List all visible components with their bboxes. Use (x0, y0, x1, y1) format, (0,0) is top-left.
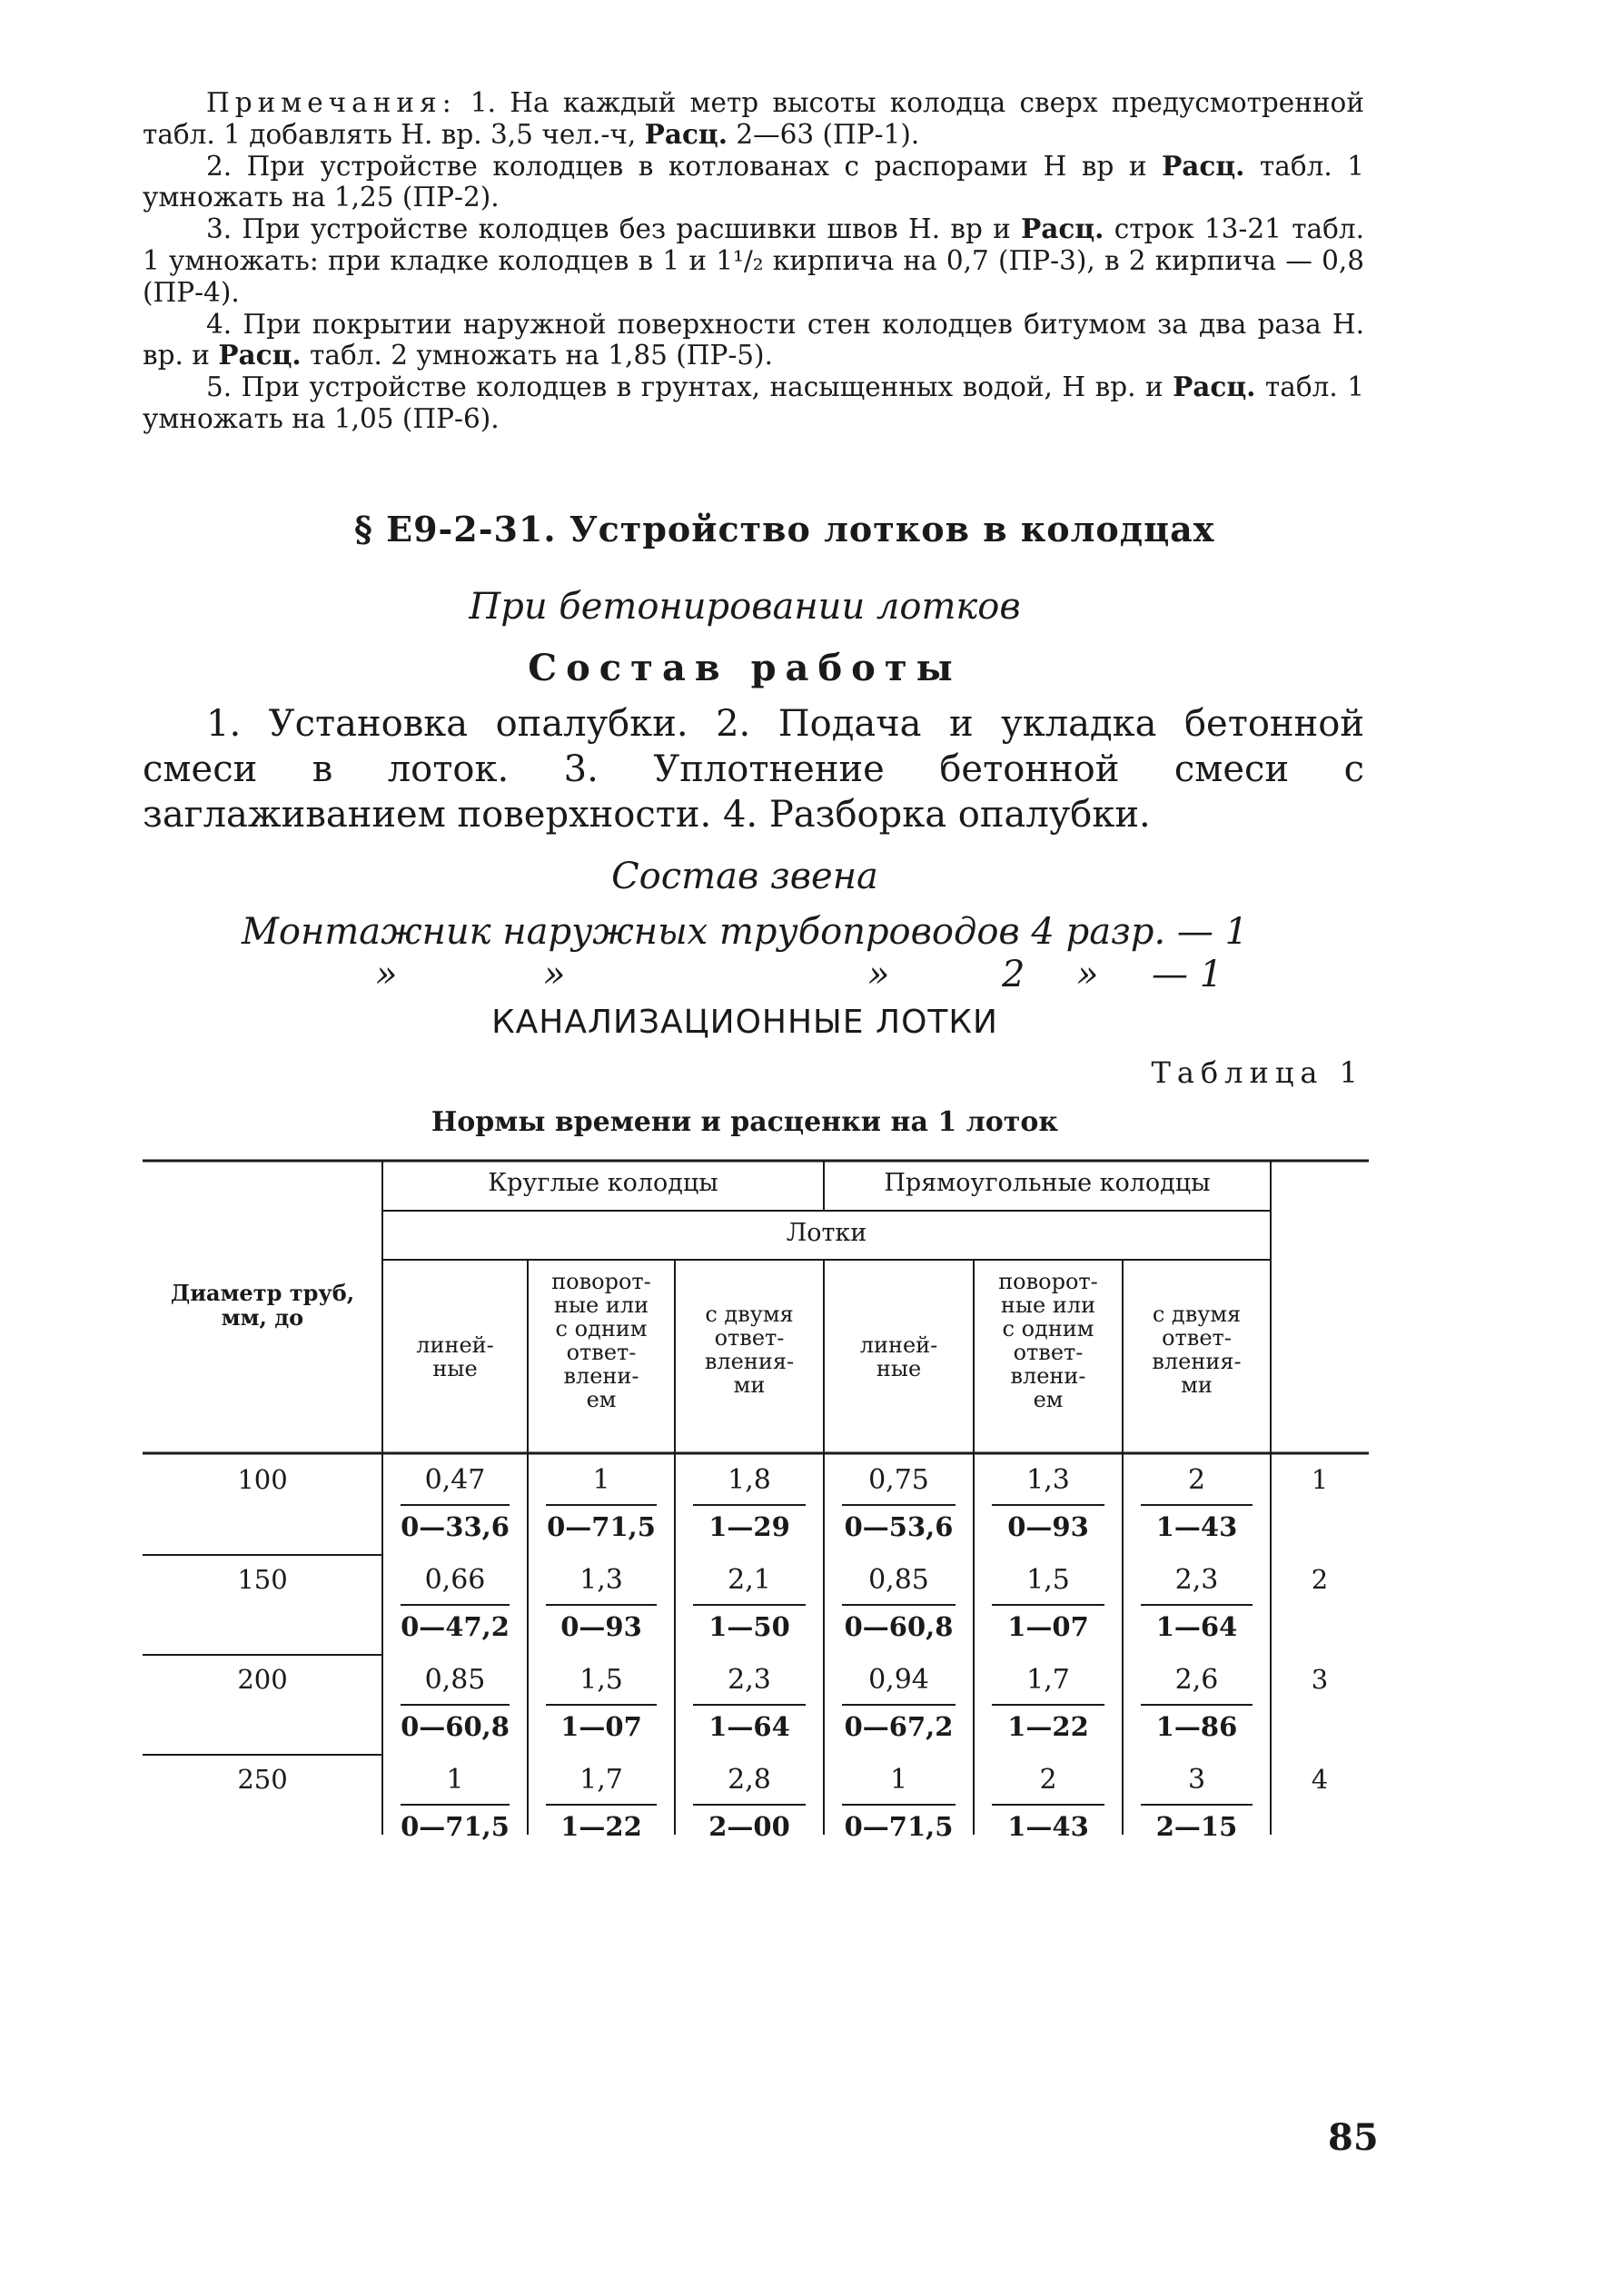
rate-value: 1—22 (560, 1811, 642, 1842)
section-title: § Е9-2-31. Устройство лотков в колодцах (354, 509, 1215, 549)
sub-turn-rect: поворот- ные или с одним ответ- влени- ем (998, 1269, 1098, 1412)
crew-heading: Состав звена (611, 856, 878, 897)
rate-value: 0—93 (1007, 1511, 1089, 1542)
sub-linear-round: линей- ные (416, 1332, 494, 1381)
time-norm: 2,8 (728, 1764, 771, 1796)
fraction-line (401, 1504, 510, 1506)
time-norm: 0,47 (424, 1464, 486, 1496)
crew-line-1: Монтажник наружных трубопроводов 4 разр. — 1 (241, 911, 1249, 953)
fraction-line (992, 1804, 1104, 1806)
fraction-line (546, 1704, 657, 1706)
fraction-line (693, 1604, 806, 1606)
note-2: 2. При устройстве колодцев в котлованах с распорами Н вр и Расц. табл. 1 умножать на 1,25 (ПР-2). (143, 149, 1364, 213)
note-3: 3. При устройстве колодцев без расшивки швов Н. вр и Расц. строк 13-21 табл. 1 умножать: при кладке колодцев в 1 и 1¹/₂ кирпича на 0,7 (ПР-3), в 2 кирпича — 0,8 (ПР-4). (143, 213, 1364, 308)
rate-value: 0—33,6 (401, 1511, 510, 1542)
fraction-line (842, 1704, 956, 1706)
group-round-header: Круглые колодцы (488, 1169, 718, 1197)
time-norm: 2 (1039, 1764, 1057, 1796)
fraction-line (1141, 1804, 1253, 1806)
time-norm: 1 (889, 1764, 908, 1796)
time-norm: 2,3 (1174, 1564, 1219, 1596)
fraction-line (546, 1504, 657, 1506)
rate-value: 1—07 (1007, 1611, 1089, 1642)
row-number: 2 (1311, 1564, 1329, 1595)
time-norm: 0,66 (424, 1564, 486, 1596)
fraction-line (401, 1704, 510, 1706)
rate-value: 1—64 (1155, 1611, 1238, 1642)
rate-value: 1—22 (1007, 1711, 1089, 1742)
rate-value: 0—93 (560, 1611, 642, 1642)
time-norm: 1,3 (579, 1564, 623, 1596)
fraction-line (842, 1604, 956, 1606)
time-norm: 0,85 (868, 1564, 929, 1596)
diameter-cell: 100 (237, 1464, 288, 1495)
time-norm: 2,1 (728, 1564, 771, 1596)
rate-value: 0—71,5 (401, 1811, 510, 1842)
diameter-cell: 150 (237, 1564, 288, 1595)
rate-value: 1—07 (560, 1711, 642, 1742)
fraction-line (401, 1804, 510, 1806)
time-norm: 1 (446, 1764, 464, 1796)
fraction-line (842, 1504, 956, 1506)
time-norm: 2 (1187, 1464, 1206, 1496)
page: Примечания: 1. На каждый метр высоты колодца сверх предусмотренной табл. 1 добавлять Н. вр. 3,5 чел.-ч, Расц. 2—63 (ПР-1). 2. При устройстве колодцев в котлованах с распорами Н вр и Расц. табл. 1 умножать на 1,25 (ПР-2). 3. При устройстве колодцев без расшивки швов Н. вр и Расц. строк 13-21 табл. 1 умножать: при кладке колодцев в 1 и 1¹/₂ кирпича на 0,7 (ПР-3), в 2 кирпича — 0,8 (ПР-4). 4. При покрытии наружной поверхности стен колодцев битумом за два раза Н. вр. и Расц. табл. 2 умножать на 1,85 (ПР-5). 5. При устройстве колодцев в грунтах, насыщенных водой, Н вр. и Расц. табл. 1 умножать на 1,05 (ПР-6). § Е9-2-31. Устройство лотков в колодцах При бетонировании лотков Состав работы 1. Установка опалубки. 2. Подача и укладка бетонной смеси в лоток. 3. Уплотнение бетонной смеси с заглаживанием поверхности. 4. Разборка опалубки. Состав звена Монтажник наружных трубопроводов 4 разр. — 1 » » » 2 » — 1 КАНАЛИЗАЦИОННЫЕ ЛОТКИ Таблица 1 Нормы времени и расценки на 1 лоток Диаметр труб, мм, до Круглые колодцы Прямоугольные колодцы Лотки линей- ные поворот- ные или с одним ответ- влени- ем с двумя ответ- вления- ми линей- ные поворот- ные или с одним ответ- влени- ем с двумя ответ- вления- ми 100 1 0,47 0—33,6 1 0—71,5 1,8 1—29 0,75 0—53,6 1,3 0—93 2 1—43 150 2 0,66 0—47,2 1,3 0—93 2,1 1—50 0,85 0—60,8 1,5 1—07 2,3 1—64 200 3 0,85 0—60,8 1,5 1—07 2,3 1—64 0,94 0—67,2 1,7 1—22 2,6 1—86 250 4 1 0—71,5 1,7 1—22 2,8 2—00 1 0—71,5 2 1—43 3 2—15 85 (0, 0, 1624, 2277)
time-norm: 2,6 (1174, 1664, 1219, 1696)
time-norm: 1,7 (1026, 1664, 1070, 1696)
diameter-cell: 250 (237, 1764, 288, 1795)
rate-value: 0—47,2 (401, 1611, 510, 1642)
rate-value: 0—67,2 (844, 1711, 954, 1742)
time-norm: 0,75 (868, 1464, 929, 1496)
time-norm: 1,8 (728, 1464, 771, 1496)
fraction-line (1141, 1704, 1253, 1706)
notes-label: Примечания: (206, 87, 457, 118)
group-trays-header: Лотки (786, 1219, 867, 1247)
sub-two-rect: с двумя ответ- вления- ми (1152, 1302, 1242, 1398)
note-1: Примечания: 1. На каждый метр высоты колодца сверх предусмотренной табл. 1 добавлять Н. вр. 3,5 чел.-ч, Расц. 2—63 (ПР-1). (143, 87, 1364, 150)
time-norm: 1,3 (1026, 1464, 1070, 1496)
fraction-line (842, 1804, 956, 1806)
subtitle: При бетонировании лотков (469, 586, 1021, 628)
fraction-line (992, 1504, 1104, 1506)
rate-value: 1—86 (1155, 1711, 1238, 1742)
fraction-line (992, 1704, 1104, 1706)
time-norm: 1,5 (1026, 1564, 1070, 1596)
rate-value: 1—50 (708, 1611, 790, 1642)
rate-value: 1—29 (708, 1511, 790, 1542)
time-norm: 1 (592, 1464, 610, 1496)
work-heading: Состав работы (528, 647, 962, 689)
note-4: 4. При покрытии наружной поверхности стен колодцев битумом за два раза Н. вр. и Расц. табл. 2 умножать на 1,85 (ПР-5). (143, 308, 1364, 371)
sub-linear-rect: линей- ные (859, 1332, 938, 1381)
table-title: Нормы времени и расценки на 1 лоток (431, 1106, 1059, 1138)
row-number: 1 (1311, 1464, 1329, 1495)
fraction-line (693, 1504, 806, 1506)
rate-value: 0—60,8 (844, 1611, 954, 1642)
rate-value: 0—60,8 (401, 1711, 510, 1742)
rate-value: 1—43 (1155, 1511, 1238, 1542)
fraction-line (401, 1604, 510, 1606)
fraction-line (693, 1804, 806, 1806)
work-text: 1. Установка опалубки. 2. Подача и укладка бетонной смеси в лоток. 3. Уплотнение бетонной смеси с заглаживанием поверхности. 4. Разборка опалубки. (143, 703, 1364, 836)
rate-value: 0—53,6 (844, 1511, 954, 1542)
rate-value: 2—15 (1155, 1811, 1238, 1842)
time-norm: 2,3 (728, 1664, 771, 1696)
fraction-line (546, 1604, 657, 1606)
time-norm: 3 (1187, 1764, 1206, 1796)
rate-value: 0—71,5 (547, 1511, 656, 1542)
rate-value: 1—43 (1007, 1811, 1089, 1842)
diameter-cell: 200 (237, 1664, 288, 1695)
row-number: 3 (1311, 1664, 1329, 1695)
sub-two-round: с двумя ответ- вления- ми (704, 1302, 795, 1398)
rate-value: 1—64 (708, 1711, 790, 1742)
time-norm: 0,85 (424, 1664, 486, 1696)
rate-value: 2—00 (708, 1811, 790, 1842)
fraction-line (1141, 1504, 1253, 1506)
rate-value: 0—71,5 (844, 1811, 954, 1842)
row-number: 4 (1311, 1764, 1329, 1795)
fraction-line (546, 1804, 657, 1806)
page-number: 85 (1328, 2116, 1379, 2159)
group-rect-header: Прямоугольные колодцы (884, 1169, 1211, 1197)
fraction-line (1141, 1604, 1253, 1606)
time-norm: 1,5 (579, 1664, 623, 1696)
time-norm: 0,94 (868, 1664, 929, 1696)
note-5: 5. При устройстве колодцев в грунтах, насыщенных водой, Н вр. и Расц. табл. 1 умножать на 1,05 (ПР-6). (143, 371, 1364, 434)
fraction-line (992, 1604, 1104, 1606)
fraction-line (693, 1704, 806, 1706)
table-label: Таблица 1 (1151, 1055, 1364, 1090)
time-norm: 1,7 (579, 1764, 623, 1796)
col-diameter-header: Диаметр труб, мм, до (170, 1280, 355, 1331)
category-title: КАНАЛИЗАЦИОННЫЕ ЛОТКИ (491, 1004, 998, 1041)
sub-turn-round: поворот- ные или с одним ответ- влени- ем (551, 1269, 651, 1412)
